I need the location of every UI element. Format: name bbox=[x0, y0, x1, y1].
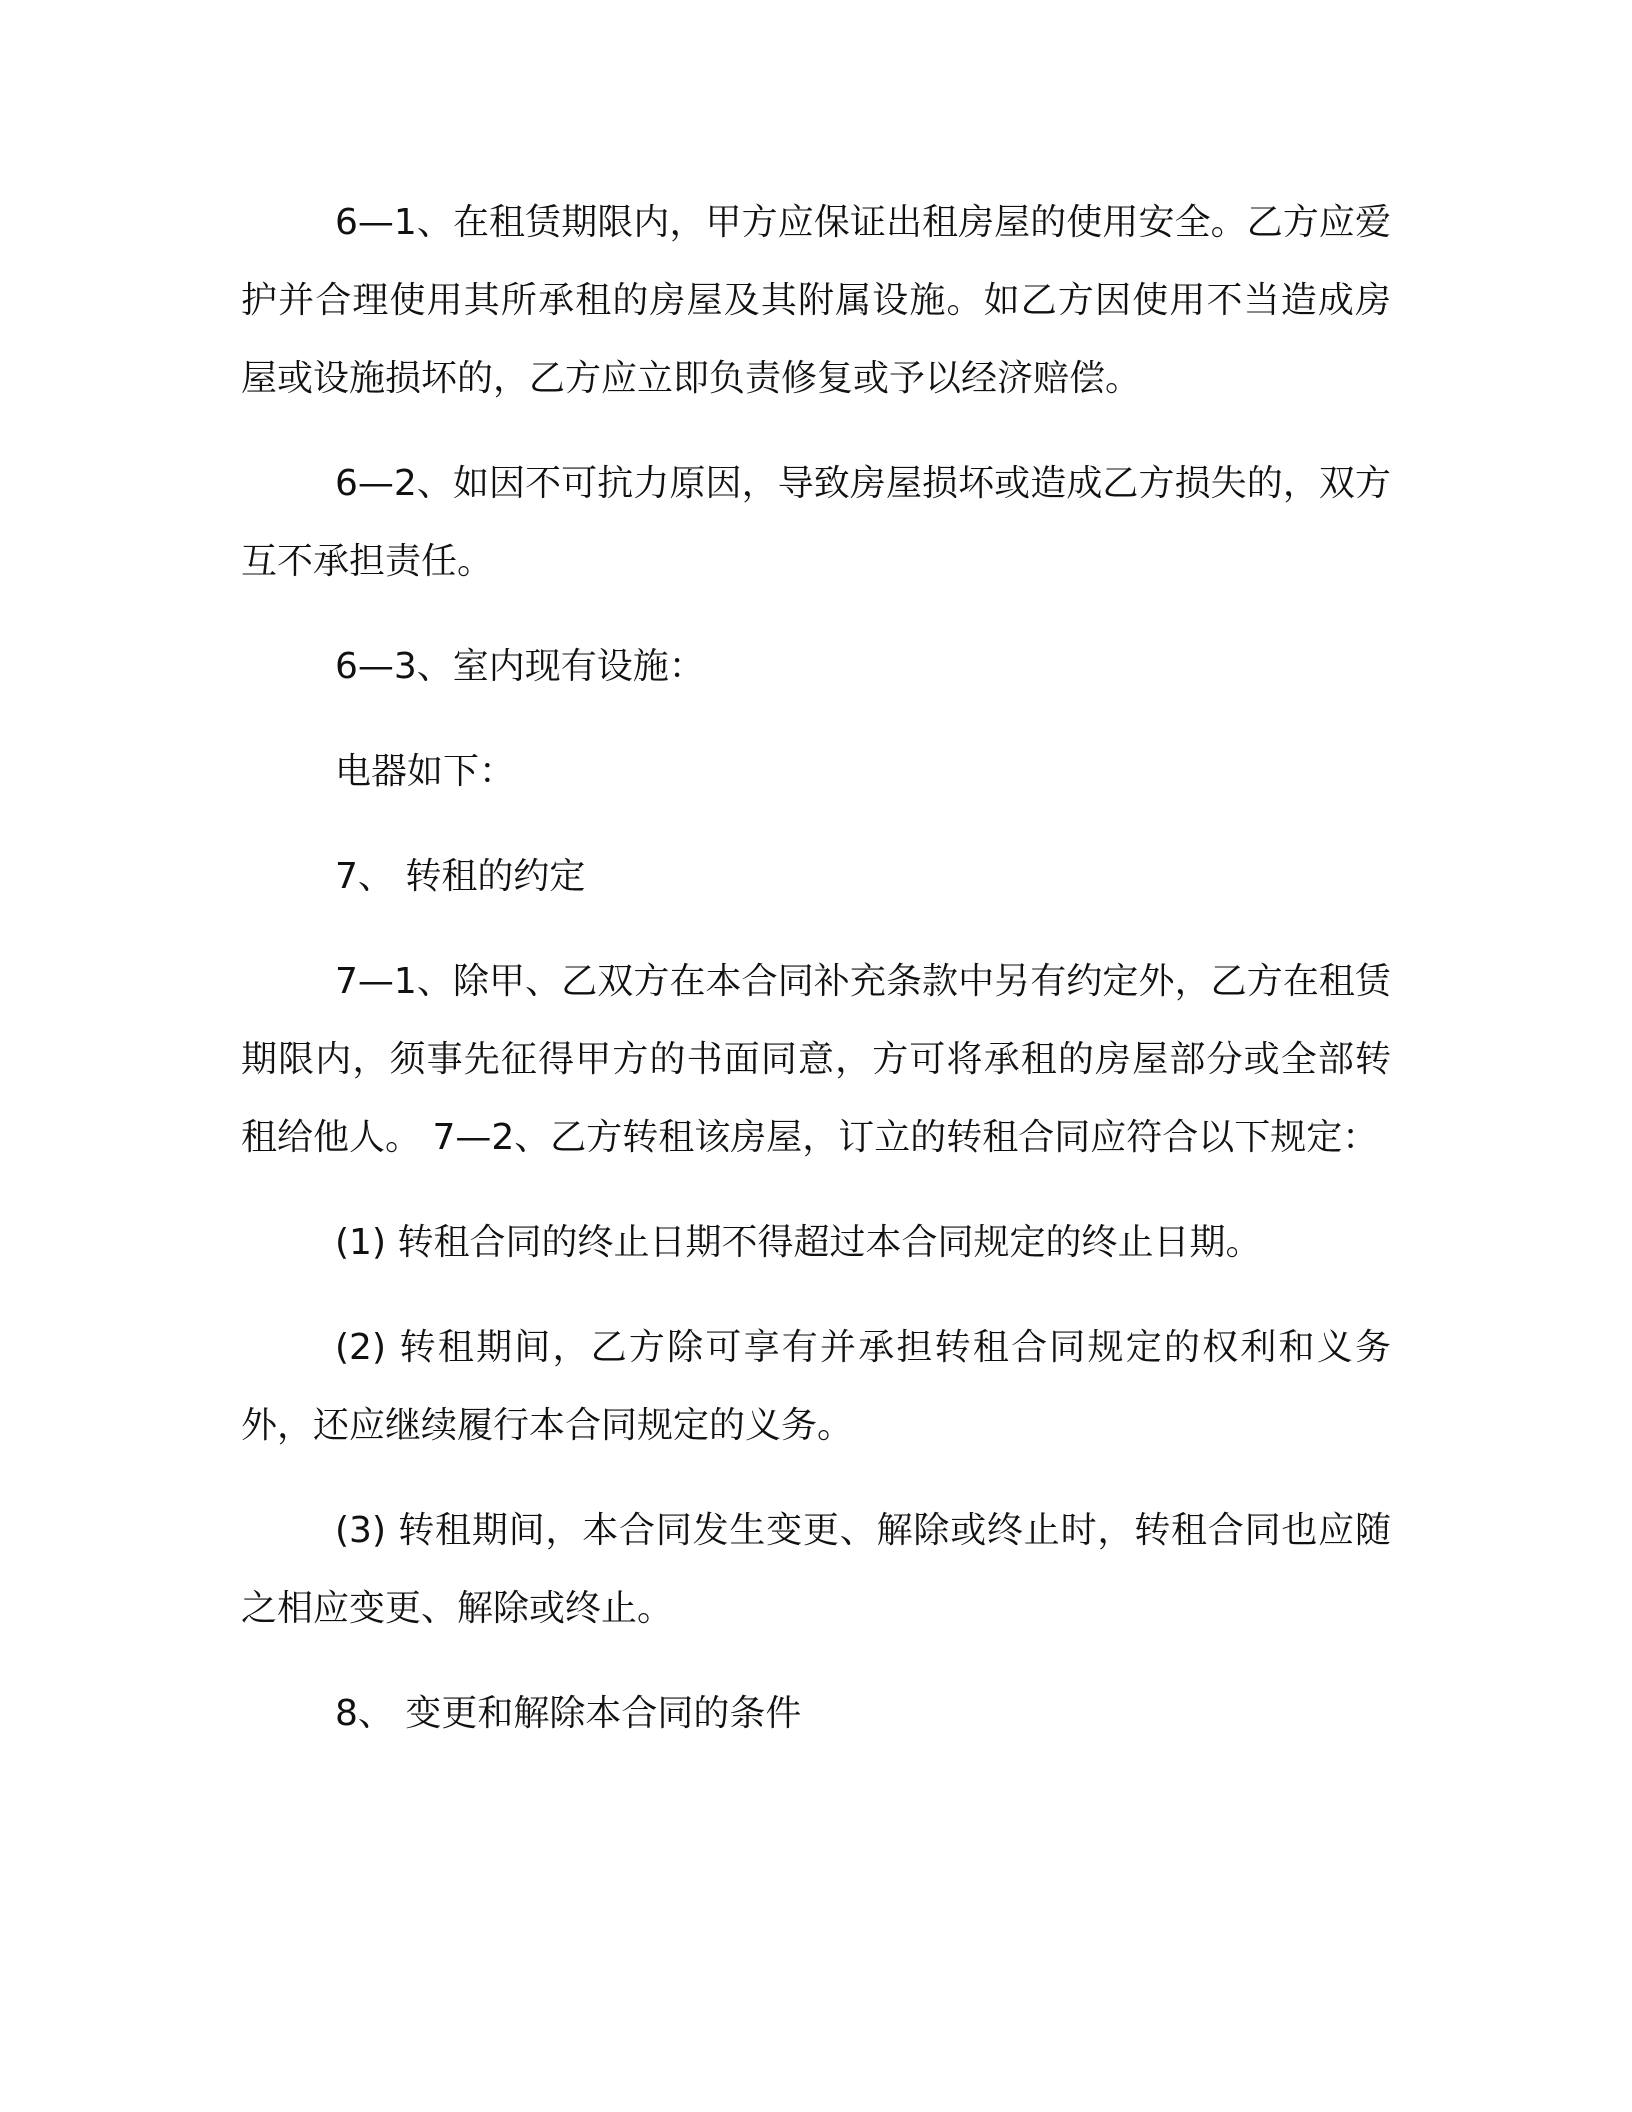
section-7-heading: 7、 转租的约定 bbox=[335, 856, 586, 897]
section-8-heading: 8、 变更和解除本合同的条件 bbox=[335, 1693, 802, 1734]
appliances-paragraph: 电器如下： bbox=[335, 751, 516, 792]
sublease-item-2: (2) 转租期间，乙方除可享有并承担转租合同规定的权利和义务外，还应继续履行本合同规定的义务。 bbox=[241, 1327, 1391, 1446]
document-body bbox=[241, 184, 1391, 1780]
clause-6-1-paragraph: 6—1、在租赁期限内，甲方应保证出租房屋的使用安全。乙方应爱护并合理使用其所承租的房屋及其附属设施。如乙方因使用不当造成房屋或设施损坏的，乙方应立即负责修复或予以经济赔偿。 bbox=[241, 202, 1391, 399]
sublease-item-1: (1) 转租合同的终止日期不得超过本合同规定的终止日期。 bbox=[335, 1222, 1262, 1263]
sublease-item-3: (3) 转租期间，本合同发生变更、解除或终止时，转租合同也应随之相应变更、解除或终止。 bbox=[241, 1510, 1391, 1629]
clause-6-2-paragraph: 6—2、如因不可抗力原因，导致房屋损坏或造成乙方损失的，双方互不承担责任。 bbox=[241, 463, 1391, 582]
clause-7-1-paragraph: 7—1、除甲、乙双方在本合同补充条款中另有约定外，乙方在租赁期限内，须事先征得甲方的书面同意，方可将承租的房屋部分或全部转租给他人。 7—2、乙方转租该房屋，订立的转租合同应符合以下规定： bbox=[241, 961, 1391, 1158]
clause-6-3-paragraph: 6—3、室内现有设施： bbox=[335, 646, 705, 687]
